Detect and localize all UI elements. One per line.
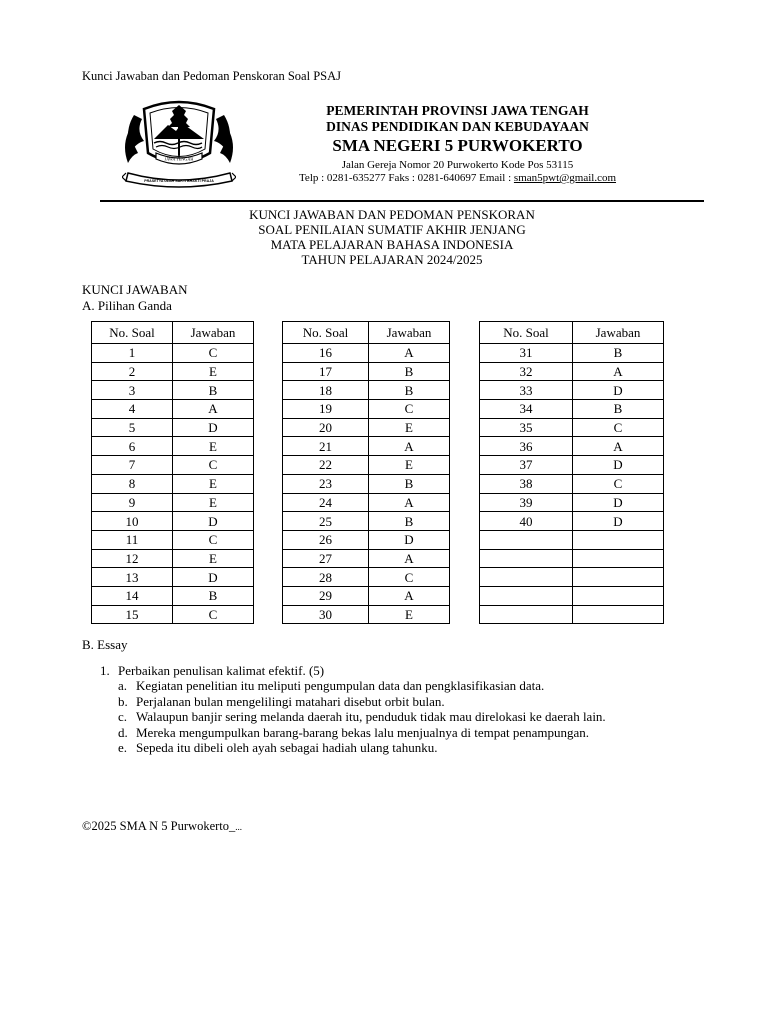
essay-answer-item (100, 740, 720, 755)
question-number-cell: 9 (92, 493, 173, 512)
question-number-cell: 1 (92, 344, 173, 363)
answer-cell: D (173, 568, 254, 587)
question-number-cell: 34 (480, 400, 573, 419)
table-row (283, 586, 450, 605)
question-number-cell: 8 (92, 474, 173, 493)
question-number-cell: 29 (283, 586, 369, 605)
table-row (283, 474, 450, 493)
answer-text: Kegiatan penelitian itu meliputi pengumpulan data dan pengklasifikasian data. (136, 678, 545, 694)
table-row (92, 344, 254, 363)
essay-answer-list (100, 678, 720, 755)
letterhead (250, 103, 665, 185)
table-row (283, 568, 450, 587)
question-number-cell: 3 (92, 381, 173, 400)
letterhead-department: DINAS PENDIDIKAN DAN KEBUDAYAAN (326, 119, 589, 135)
answer-letter: e. (118, 740, 128, 756)
answer-cell (573, 530, 664, 549)
column-header-jawaban: Jawaban (173, 322, 254, 344)
table-header-row (92, 322, 254, 344)
table-row (480, 456, 664, 475)
letterhead-contact-text: Telp : 0281-635277 Faks : 0281-640697 Email : (298, 171, 514, 184)
question-number-cell: 20 (283, 418, 369, 437)
question-number-cell: 31 (480, 344, 573, 363)
question-number-cell: 27 (283, 549, 369, 568)
essay-section (100, 663, 720, 755)
table-row (283, 549, 450, 568)
table-row (92, 549, 254, 568)
table-row (283, 512, 450, 531)
title-line: TAHUN PELAJARAN 2024/2025 (301, 252, 483, 267)
question-number-cell: 11 (92, 530, 173, 549)
answer-text: Perjalanan bulan mengelilingi matahari disebut orbit bulan. (136, 693, 445, 709)
question-number-cell: 13 (92, 568, 173, 587)
essay-answer-item (100, 709, 720, 724)
table-row (283, 362, 450, 381)
table-row (92, 605, 254, 624)
answer-letter: b. (118, 693, 128, 709)
question-number-cell: 37 (480, 456, 573, 475)
answer-cell: E (173, 493, 254, 512)
answer-cell: D (173, 418, 254, 437)
document-header-text: Kunci Jawaban dan Pedoman Penskoran Soal PSAJ (82, 69, 341, 83)
answer-cell: B (369, 512, 450, 531)
answer-cell: C (573, 474, 664, 493)
emblem-ribbon-text: JAWA TENGAH (164, 156, 194, 162)
column-header-jawaban: Jawaban (573, 322, 664, 344)
answer-cell: E (173, 362, 254, 381)
question-number: 1. (100, 663, 110, 678)
question-number-cell: 25 (283, 512, 369, 531)
table-row (480, 418, 664, 437)
question-number-cell (480, 549, 573, 568)
answer-cell (573, 605, 664, 624)
question-number-cell: 30 (283, 605, 369, 624)
table-row (480, 474, 664, 493)
answer-cell: A (173, 400, 254, 419)
question-number-cell: 21 (283, 437, 369, 456)
answer-cell (573, 586, 664, 605)
table-row (480, 549, 664, 568)
answer-cell: E (173, 437, 254, 456)
table-row (480, 512, 664, 531)
answer-cell: B (369, 362, 450, 381)
letterhead-email-link[interactable]: sman5pwt@gmail.com (513, 171, 617, 184)
table-row (480, 493, 664, 512)
letterhead-divider (100, 200, 704, 202)
question-number-cell: 35 (480, 418, 573, 437)
column-header-no-soal: No. Soal (92, 322, 173, 344)
question-number-cell: 24 (283, 493, 369, 512)
answer-cell: A (369, 549, 450, 568)
table-header-row (283, 322, 450, 344)
answer-cell: E (369, 456, 450, 475)
question-number-cell: 15 (92, 605, 173, 624)
essay-answer-item (100, 678, 720, 693)
answer-cell (573, 549, 664, 568)
question-number-cell: 28 (283, 568, 369, 587)
letterhead-address: Jalan Gereja Nomor 20 Purwokerto Kode Pos 53115 (341, 158, 574, 171)
question-number-cell: 22 (283, 456, 369, 475)
footer-tail: ... (235, 822, 243, 832)
table-row (283, 456, 450, 475)
table-row (480, 362, 664, 381)
answer-table-3 (479, 321, 664, 624)
answer-cell: C (173, 456, 254, 475)
essay-answer-item (100, 694, 720, 709)
table-row (283, 437, 450, 456)
answer-cell: A (369, 344, 450, 363)
answer-key-heading: KUNCI JAWABAN (82, 282, 188, 297)
table-row (92, 530, 254, 549)
answer-cell: D (573, 512, 664, 531)
essay-question (100, 663, 720, 678)
section-a (82, 282, 188, 313)
table-row (283, 400, 450, 419)
question-number-cell: 32 (480, 362, 573, 381)
answer-cell: B (173, 381, 254, 400)
answer-cell: C (173, 605, 254, 624)
footer-copyright (82, 819, 242, 834)
letterhead-province: PEMERINTAH PROVINSI JAWA TENGAH (326, 103, 589, 118)
multiple-choice-heading: A. Pilihan Ganda (82, 297, 172, 313)
answer-cell: E (369, 605, 450, 624)
answer-letter: c. (118, 709, 128, 725)
question-number-cell: 40 (480, 512, 573, 531)
question-number-cell: 39 (480, 493, 573, 512)
table-header-row (480, 322, 664, 344)
answer-cell: B (173, 586, 254, 605)
table-row (92, 381, 254, 400)
question-number-cell (480, 605, 573, 624)
answer-cell: B (369, 381, 450, 400)
table-row (480, 568, 664, 587)
table-row (92, 418, 254, 437)
column-header-no-soal: No. Soal (283, 322, 369, 344)
question-number-cell: 4 (92, 400, 173, 419)
answer-cell: C (173, 344, 254, 363)
answer-cell: A (369, 437, 450, 456)
answer-cell: E (173, 474, 254, 493)
answer-table-1 (91, 321, 254, 624)
question-number-cell: 14 (92, 586, 173, 605)
question-number-cell: 16 (283, 344, 369, 363)
table-row (480, 437, 664, 456)
answer-letter: a. (118, 678, 128, 694)
question-number-cell: 12 (92, 549, 173, 568)
answer-cell: C (173, 530, 254, 549)
question-number-cell: 2 (92, 362, 173, 381)
question-number-cell (480, 568, 573, 587)
answer-cell: A (369, 586, 450, 605)
answer-cell: D (369, 530, 450, 549)
answer-cell: D (573, 381, 664, 400)
question-number-cell: 10 (92, 512, 173, 531)
table-row (92, 474, 254, 493)
answer-text: Mereka mengumpulkan barang-barang bekas lalu menjualnya di tempat penampungan. (136, 724, 590, 740)
table-row (283, 530, 450, 549)
table-row (92, 586, 254, 605)
answer-cell: B (369, 474, 450, 493)
title-line: KUNCI JAWABAN DAN PEDOMAN PENSKORAN (249, 207, 535, 222)
table-row (92, 456, 254, 475)
question-number-cell: 6 (92, 437, 173, 456)
answer-cell: A (369, 493, 450, 512)
question-number-cell: 17 (283, 362, 369, 381)
column-header-no-soal: No. Soal (480, 322, 573, 344)
answer-cell (573, 568, 664, 587)
letterhead-school-name: SMA NEGERI 5 PURWOKERTO (332, 136, 583, 156)
document-title (100, 207, 684, 267)
title-line: MATA PELAJARAN BAHASA INDONESIA (270, 237, 514, 252)
answer-cell: A (573, 437, 664, 456)
answer-cell: B (573, 344, 664, 363)
table-row (283, 605, 450, 624)
answer-text: Walaupun banjir sering melanda daerah itu, penduduk tidak mau direlokasi ke daerah lain. (136, 709, 606, 725)
answer-cell: E (369, 418, 450, 437)
table-row (480, 605, 664, 624)
question-number-cell: 7 (92, 456, 173, 475)
table-row (92, 400, 254, 419)
table-row (480, 381, 664, 400)
table-row (92, 512, 254, 531)
question-number-cell: 5 (92, 418, 173, 437)
essay-answer-item (100, 725, 720, 740)
question-number-cell: 26 (283, 530, 369, 549)
answer-table-2 (282, 321, 450, 624)
table-row (480, 530, 664, 549)
question-number-cell: 36 (480, 437, 573, 456)
table-row (92, 362, 254, 381)
table-row (92, 493, 254, 512)
table-row (480, 400, 664, 419)
table-row (283, 344, 450, 363)
title-line: SOAL PENILAIAN SUMATIF AKHIR JENJANG (258, 222, 526, 237)
question-number-cell: 23 (283, 474, 369, 493)
essay-heading: B. Essay (82, 637, 128, 652)
letterhead-contact (250, 172, 665, 185)
answer-cell: C (573, 418, 664, 437)
question-number-cell: 19 (283, 400, 369, 419)
table-row (480, 586, 664, 605)
jawa-tengah-emblem-logo (122, 97, 236, 193)
table-row (283, 381, 450, 400)
answer-letter: d. (118, 724, 128, 740)
answer-cell: D (573, 456, 664, 475)
question-number-cell: 33 (480, 381, 573, 400)
table-row (92, 437, 254, 456)
answer-cell: D (173, 512, 254, 531)
answer-cell: E (173, 549, 254, 568)
question-number-cell: 38 (480, 474, 573, 493)
table-row (283, 493, 450, 512)
answer-text: Sepeda itu dibeli oleh ayah sebagai hadiah ulang tahunku. (136, 740, 438, 756)
answer-cell: C (369, 400, 450, 419)
table-row (480, 344, 664, 363)
emblem-banner-text: PRASETYA ULAH SAKTI BHAKTI PRAJA (144, 179, 214, 183)
column-header-jawaban: Jawaban (369, 322, 450, 344)
question-number-cell: 18 (283, 381, 369, 400)
answer-cell: A (573, 362, 664, 381)
answer-cell: B (573, 400, 664, 419)
question-text: Perbaikan penulisan kalimat efektif. (5) (118, 663, 325, 678)
question-number-cell (480, 586, 573, 605)
table-row (283, 418, 450, 437)
answer-cell: C (369, 568, 450, 587)
question-number-cell (480, 530, 573, 549)
table-row (92, 568, 254, 587)
footer-text: ©2025 SMA N 5 Purwokerto_ (82, 819, 236, 833)
answer-cell: D (573, 493, 664, 512)
